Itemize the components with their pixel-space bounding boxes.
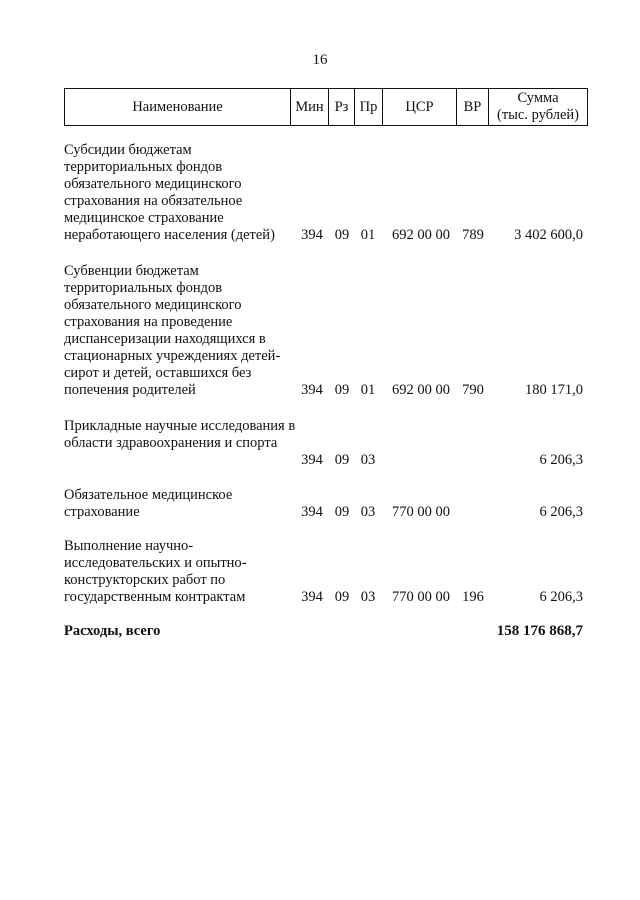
row-name: Субсидии бюджетам территориальных фондов обязательного медицинского страхования на обязательное медицинское страхование неработающего населения (детей): [64, 142, 275, 243]
row-rz: 09: [334, 452, 350, 468]
row-vr: 790: [462, 382, 484, 398]
row-rz: 09: [334, 504, 350, 520]
row-min: 394: [301, 382, 323, 398]
row-pr: 03: [360, 452, 376, 468]
row-sum: 6 206,3: [539, 504, 583, 520]
header-vr: ВР: [457, 89, 489, 126]
total-sum: 158 176 868,7: [496, 623, 583, 639]
header-name: Наименование: [65, 89, 291, 126]
row-name: Прикладные научные исследования в области здравоохранения и спорта: [64, 418, 296, 451]
row-pr: 01: [360, 382, 376, 398]
row-csr: 770 00 00: [392, 589, 450, 605]
row-rz: 09: [334, 589, 350, 605]
row-name: Субвенции бюджетам территориальных фондов обязательного медицинского страхования на проведение диспансеризации находящихся в стационарных учреждениях детей-сирот и детей, оставшихся без попечения родителей: [64, 263, 281, 398]
table-row: [64, 263, 587, 399]
header-sum: [489, 89, 588, 126]
header-csr: ЦСР: [383, 89, 457, 126]
row-csr: 770 00 00: [392, 504, 450, 520]
row-pr: 03: [360, 504, 376, 520]
header-pr: Пр: [355, 89, 383, 126]
table-row: [64, 142, 587, 244]
table-row: [64, 418, 587, 469]
row-vr: 789: [462, 227, 484, 243]
row-rz: 09: [334, 227, 350, 243]
row-pr: 01: [360, 227, 376, 243]
table-row: [64, 538, 587, 606]
row-min: 394: [301, 452, 323, 468]
header-rz: Рз: [329, 89, 355, 126]
row-sum: 180 171,0: [525, 382, 583, 398]
page-number: 16: [312, 52, 328, 68]
table-row: [64, 487, 587, 521]
header-sum-line2: (тыс. рублей): [497, 107, 579, 123]
row-csr: 692 00 00: [392, 227, 450, 243]
total-label: Расходы, всего: [64, 623, 161, 639]
row-csr: 692 00 00: [392, 382, 450, 398]
row-min: 394: [301, 504, 323, 520]
header-sum-line1: Сумма: [517, 90, 559, 106]
row-name: Обязательное медицинское страхование: [64, 487, 233, 520]
row-sum: 3 402 600,0: [514, 227, 583, 243]
row-min: 394: [301, 227, 323, 243]
row-sum: 6 206,3: [539, 589, 583, 605]
row-min: 394: [301, 589, 323, 605]
row-name: Выполнение научно-исследовательских и опытно-конструкторских работ по государственным контрактам: [64, 538, 247, 605]
row-vr: 196: [462, 589, 484, 605]
row-rz: 09: [334, 382, 350, 398]
header-min: Мин: [291, 89, 329, 126]
row-sum: 6 206,3: [539, 452, 583, 468]
row-pr: 03: [360, 589, 376, 605]
table-header: [64, 88, 588, 126]
